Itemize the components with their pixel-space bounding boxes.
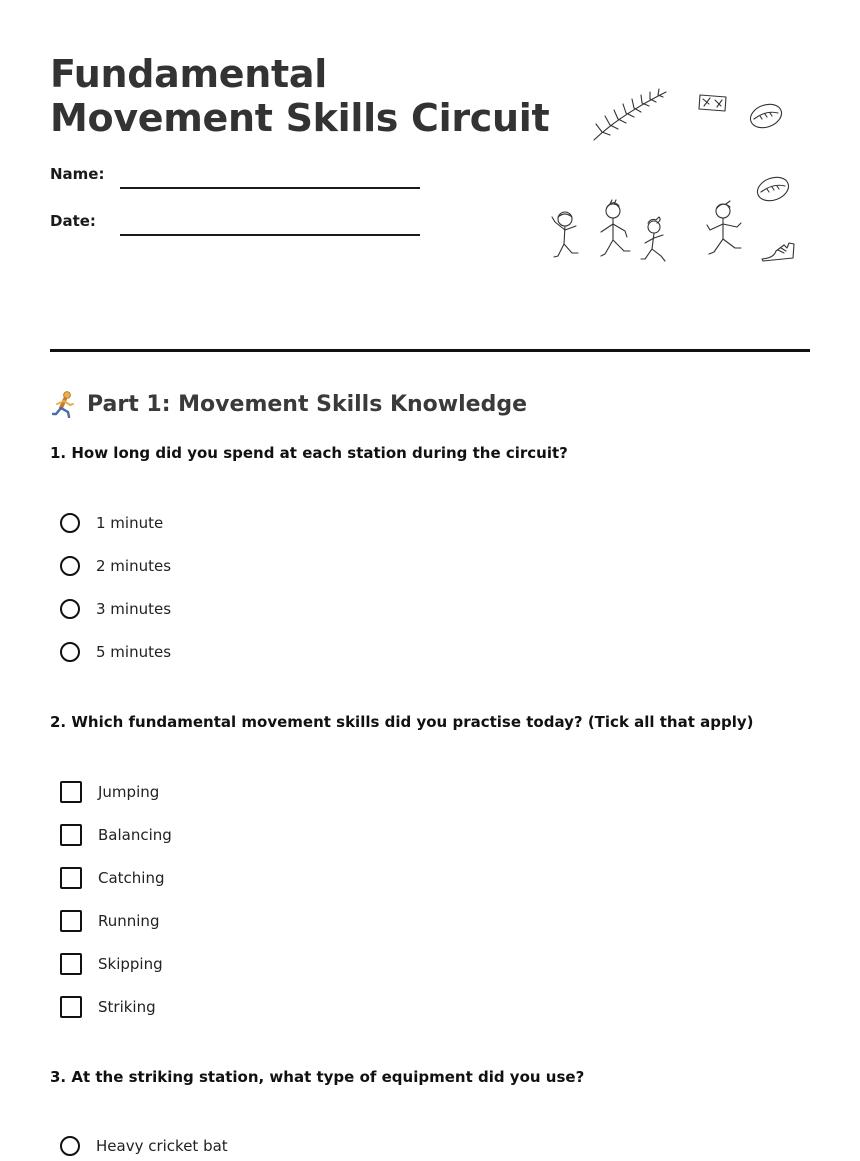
sports-illustration xyxy=(540,80,800,280)
question-3: 3. At the striking station, what type of equipment did you use? xyxy=(50,1068,585,1086)
q2-option-1[interactable] xyxy=(60,780,159,804)
q2-option-6[interactable] xyxy=(60,995,156,1019)
question-2: 2. Which fundamental movement skills did you practise today? (Tick all that apply) xyxy=(50,713,754,731)
question-1: 1. How long did you spend at each station during the circuit? xyxy=(50,444,568,462)
rugby-ball-icon xyxy=(747,100,785,132)
option-label: Running xyxy=(98,912,160,930)
running-person-icon xyxy=(50,390,78,418)
rugby-ball-icon xyxy=(754,173,792,205)
q1-option-1[interactable] xyxy=(60,511,163,535)
q2-option-4[interactable] xyxy=(60,909,159,933)
radio-button[interactable] xyxy=(60,513,80,533)
option-label: Catching xyxy=(98,869,165,887)
option-label: 2 minutes xyxy=(96,557,172,575)
part-1-title: Part 1: Movement Skills Knowledge xyxy=(87,391,527,417)
name-label: Name: xyxy=(50,165,105,183)
option-label: Jumping xyxy=(98,783,160,801)
checkbox[interactable] xyxy=(60,867,82,889)
q2-option-5[interactable] xyxy=(60,952,163,976)
checkbox[interactable] xyxy=(60,910,82,932)
q2-option-3[interactable] xyxy=(60,866,165,890)
option-label: Skipping xyxy=(98,955,163,973)
checkbox[interactable] xyxy=(60,824,82,846)
worksheet-title xyxy=(50,52,549,140)
radio-button[interactable] xyxy=(60,1136,80,1156)
title-line-2: Movement Skills Circuit xyxy=(50,96,550,140)
radio-button[interactable] xyxy=(60,642,80,662)
part-1-heading xyxy=(50,388,527,420)
q1-option-3[interactable] xyxy=(60,597,171,621)
option-label: 1 minute xyxy=(96,514,164,532)
date-label: Date: xyxy=(50,212,96,230)
checkbox[interactable] xyxy=(60,953,82,975)
q2-option-2[interactable] xyxy=(60,823,172,847)
q3-option-1[interactable] xyxy=(60,1134,228,1158)
checkbox[interactable] xyxy=(60,781,82,803)
flag-icon xyxy=(699,95,726,111)
q1-option-2[interactable] xyxy=(60,554,171,578)
date-field[interactable] xyxy=(120,234,420,236)
radio-button[interactable] xyxy=(60,556,80,576)
q1-option-4[interactable] xyxy=(60,640,171,664)
checkbox[interactable] xyxy=(60,996,82,1018)
fern-icon xyxy=(594,89,666,140)
option-label: Striking xyxy=(98,998,156,1016)
option-label: 5 minutes xyxy=(96,643,172,661)
option-label: Balancing xyxy=(98,826,172,844)
name-field[interactable] xyxy=(120,187,420,189)
section-divider xyxy=(50,349,810,352)
running-children-icon xyxy=(552,200,741,261)
option-label: 3 minutes xyxy=(96,600,172,618)
title-line-1: Fundamental xyxy=(50,52,327,96)
option-label: Heavy cricket bat xyxy=(96,1137,228,1155)
sneaker-icon xyxy=(762,243,794,261)
radio-button[interactable] xyxy=(60,599,80,619)
